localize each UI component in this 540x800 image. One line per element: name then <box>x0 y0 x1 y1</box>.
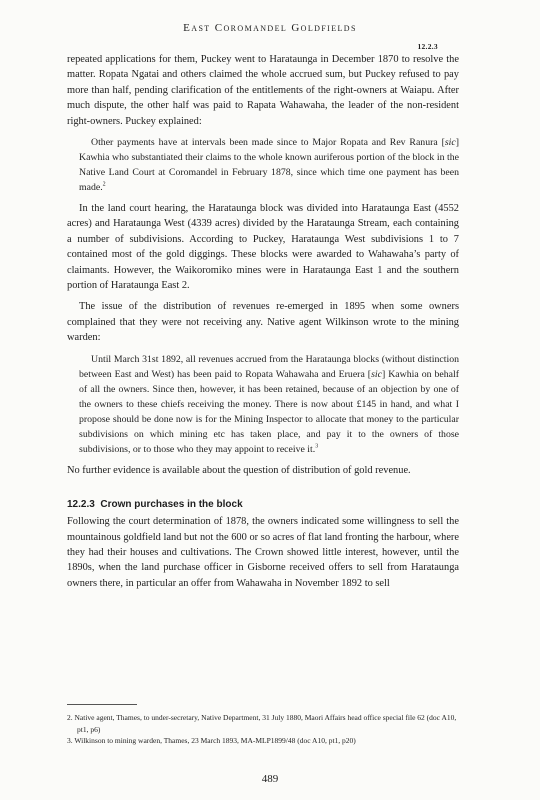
paragraph: repeated applications for them, Puckey went to Harataunga in December 1870 to resolve the matter. Ropata Ngatai and others claimed the whole accrued sum, but Puckey refused to pay more than half, pending clarification of the entitlements of the right-owners at Waiapu. After much dispute, the other half was paid to Rapata Wahawaha, the leader of the non-resident right-owners. Puckey explained: <box>67 54 459 127</box>
paragraph: Following the court determination of 1878, the owners indicated some willingness to sell the mountainous goldfield land but not the 600 or so acres of flat land fronting the harbour, where they had their houses and cultivations. The Crown showed little interest, however, until the 1890s, when the land purchase officer in Gisborne received offers to sell from Harataunga owners there, in particular an offer from Wahawaha in November 1892 to sell <box>67 516 459 589</box>
footnote: 3. Wilkinson to mining warden, Thames, 23 March 1893, MA-MLP1899/48 (doc A10, pt1, p20) <box>67 736 356 745</box>
footnote: 2. Native agent, Thames, to under-secretary, Native Department, 31 July 1880, Maori Affairs head office special file 62 (doc A10, pt1, p6) <box>67 713 457 734</box>
section-heading <box>67 498 459 512</box>
heading-number: 12.2.3 <box>67 499 95 511</box>
section-reference: 12.2.3 <box>417 42 438 51</box>
quote-text: Other payments have at intervals been made since to Major Ropata and Rev Ranura [ <box>91 137 445 149</box>
quote-text: ] Kawhia who substantiated their claims to the whole known auriferous portion of the block in the Native Land Court at Coromandel in February 1878, since which time one payment has been made. <box>79 137 459 194</box>
page-number: 489 <box>261 773 279 785</box>
footnotes <box>67 712 467 747</box>
sic-mark: sic <box>371 368 382 380</box>
running-head: East Coromandel Goldfields <box>183 22 357 34</box>
block-quote <box>67 352 459 457</box>
body-text <box>67 52 459 597</box>
paragraph: No further evidence is available about the question of distribution of gold revenue. <box>67 464 411 476</box>
quote-text: ] Kawhia on behalf of all the owners. Since then, however, it has been retained, because of an objection by one of the owners to these chiefs receiving the money. There is now about £145 in hand, and what I propose should be done now is for the Mining Inspector to allocate that money to the particular subdivisions on which mining etc has taken place, and pay it to the owners of those subdivisions, or to those who they may appoint to receive it. <box>79 368 459 455</box>
footnote-ref[interactable]: 3 <box>315 443 319 450</box>
block-quote <box>67 135 459 195</box>
footnote-rule <box>67 704 137 705</box>
paragraph: The issue of the distribution of revenues re-emerged in 1895 when some owners complained that they were not receiving any. Native agent Wilkinson wrote to the mining warden: <box>67 301 459 344</box>
paragraph: In the land court hearing, the Harataunga block was divided into Harataunga East (4552 acres) and Harataunga West (4339 acres) divided by the Harataunga Stream, each containing a number of subdivisions. According to Puckey, Harataunga West subdivisions 1 to 7 contained most of the gold diggings. These blocks were awarded to Wahawaha’s party of claimants. However, the Waikoromiko mines were in Harataunga East 1 and the southern portion of Harataunga East 2. <box>67 203 459 292</box>
heading-text: Crown purchases in the block <box>100 499 243 511</box>
quote-text: Until March 31st 1892, all revenues accrued from the Harataunga blocks (without distinction between East and West) has been paid to Ropata Wahawaha and Eruera [ <box>79 353 459 380</box>
sic-mark: sic <box>444 137 456 149</box>
footnote-ref[interactable]: 2 <box>102 181 106 188</box>
